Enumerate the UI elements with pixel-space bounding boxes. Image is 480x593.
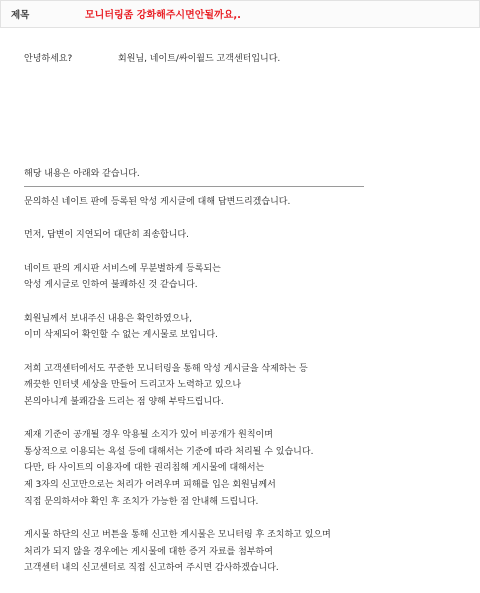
body-line: 회원님께서 보내주신 내용은 확인하였으나, [24, 313, 192, 324]
body-line: 게시물 하단의 신고 버튼을 통해 신고한 게시물은 모니터링 후 조치하고 있으며 [24, 530, 331, 540]
subject-label: 제목 [11, 10, 30, 21]
section-title: 해당 내용은 아래와 같습니다. [24, 169, 140, 179]
body-line: 악성 게시글로 인하여 불쾌하신 것 같습니다. [24, 280, 198, 291]
body-line: 이미 삭제되어 확인할 수 없는 게시물로 보입니다. [24, 330, 218, 341]
subject-value: 모니터링좀 강화해주시면안될까요,. [85, 10, 241, 21]
body-line: 문의하신 네이트 판에 등록된 악성 게시글에 대해 답변드리겠습니다. [24, 197, 291, 207]
divider [24, 186, 364, 187]
greeting-hello: 안녕하세요? [24, 54, 73, 64]
body-line: 먼저, 답변이 지연되어 대단히 죄송합니다. [24, 230, 189, 241]
body-line: 직접 문의하셔야 확인 후 조치가 가능한 점 안내해 드립니다. [24, 496, 259, 507]
body-line: 제재 기준이 공개될 경우 악용될 소지가 있어 비공개가 원칙이며 [24, 430, 273, 441]
body-line: 네이트 판의 게시판 서비스에 무분별하게 등록되는 [24, 263, 221, 274]
body-line: 본의아니게 불쾌감을 드리는 점 양해 부탁드립니다. [24, 396, 224, 407]
subject-bar [0, 0, 480, 28]
body-line: 통상적으로 이용되는 욕설 등에 대해서는 기준에 따라 처리될 수 있습니다. [24, 446, 314, 457]
greeting-intro: 회원님, 네이트/싸이월드 고객센터입니다. [118, 54, 281, 64]
body-line: 고객센터 내의 신고센터로 직접 신고하여 주시면 감사하겠습니다. [24, 563, 279, 574]
body-line: 제 3자의 신고만으로는 처리가 어려우며 피해를 입은 회원님께서 [24, 480, 276, 491]
body-line: 다만, 타 사이트의 이용자에 대한 권리침해 게시물에 대해서는 [24, 463, 265, 474]
body-line: 처리가 되지 않을 경우에는 게시물에 대한 증거 자료를 첨부하여 [24, 546, 273, 557]
body-line: 깨끗한 인터넷 세상을 만들어 드리고자 노력하고 있으나 [24, 380, 242, 391]
body-line: 저희 고객센터에서도 꾸준한 모니터링을 통해 악성 게시글을 삭제하는 등 [24, 363, 308, 374]
